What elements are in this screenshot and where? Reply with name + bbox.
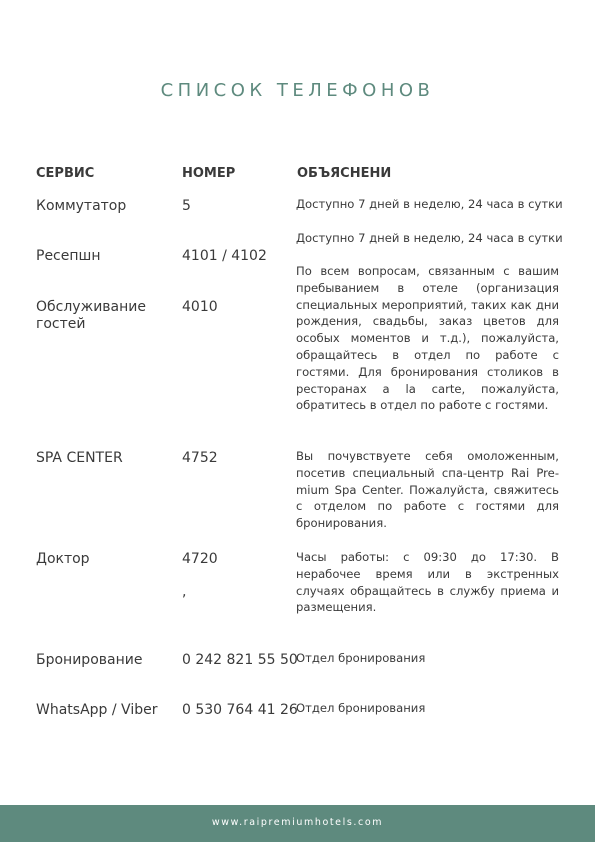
row-reception-explanation: Доступно 7 дней в неделю, 24 часа в сутки xyxy=(296,231,563,245)
row-switchboard-number: 5 xyxy=(182,198,191,214)
row-booking-explanation: Отдел бронирования xyxy=(296,651,426,665)
row-spa-number: 4752 xyxy=(182,450,218,466)
column-header-explanation: ОБЪЯСНЕНИ xyxy=(297,166,392,181)
row-doctor-service: Доктор xyxy=(36,551,90,567)
row-doctor-explanation: Часы работы: с 09:30 до 17:30. В нерабочее время или в экстренных случаях обращайтесь в службу приема и размещения. xyxy=(296,550,559,615)
column-header-service: СЕРВИС xyxy=(36,166,95,181)
row-switchboard-service: Коммутатор xyxy=(36,198,127,214)
row-booking-service: Бронирование xyxy=(36,652,143,668)
row-guest-service-explanation: По всем вопросам, связанным с вашим пребыванием в отеле (организация специальных мероприятий, таких как дни рождения, свадьбы, заказ цветов для особых моментов и т.д.), пожалуйста, обращайтесь в отдел по работе с гостями. Для бронирования столиков в ресторанах a la carte, пожалуйста, обратитесь в отдел по работе с гостями. xyxy=(296,264,559,413)
row-whatsapp-number: 0 530 764 41 26 xyxy=(182,702,298,718)
footer-website-link[interactable]: www.raipremiumhotels.com xyxy=(211,817,384,828)
row-doctor-number: 4720 xyxy=(182,551,218,567)
row-spa-explanation: Вы почувствуете себя омоложенным, посетив специальный спа-центр Rai Pre-mium Spa Center. Пожалуйста, свяжитесь с отделом по работе с гостями для бронирования. xyxy=(296,449,559,531)
page-title: СПИСОК ТЕЛЕФОНОВ xyxy=(160,80,435,101)
row-guest-service-number: 4010 xyxy=(182,299,218,315)
row-booking-number: 0 242 821 55 50 xyxy=(182,652,298,668)
row-switchboard-explanation: Доступно 7 дней в неделю, 24 часа в сутки xyxy=(296,197,563,211)
row-spa-service: SPA CENTER xyxy=(36,450,123,466)
column-header-number: НОМЕР xyxy=(182,166,236,181)
row-reception-service: Ресепшн xyxy=(36,248,101,264)
footer-bar xyxy=(0,805,595,842)
row-whatsapp-service: WhatsApp / Viber xyxy=(36,702,158,718)
row-whatsapp-explanation: Отдел бронирования xyxy=(296,701,426,715)
row-reception-number: 4101 / 4102 xyxy=(182,248,267,264)
row-doctor-number-extra: , xyxy=(182,584,187,600)
row-guest-service-service: Обслуживание гостей xyxy=(36,299,146,332)
